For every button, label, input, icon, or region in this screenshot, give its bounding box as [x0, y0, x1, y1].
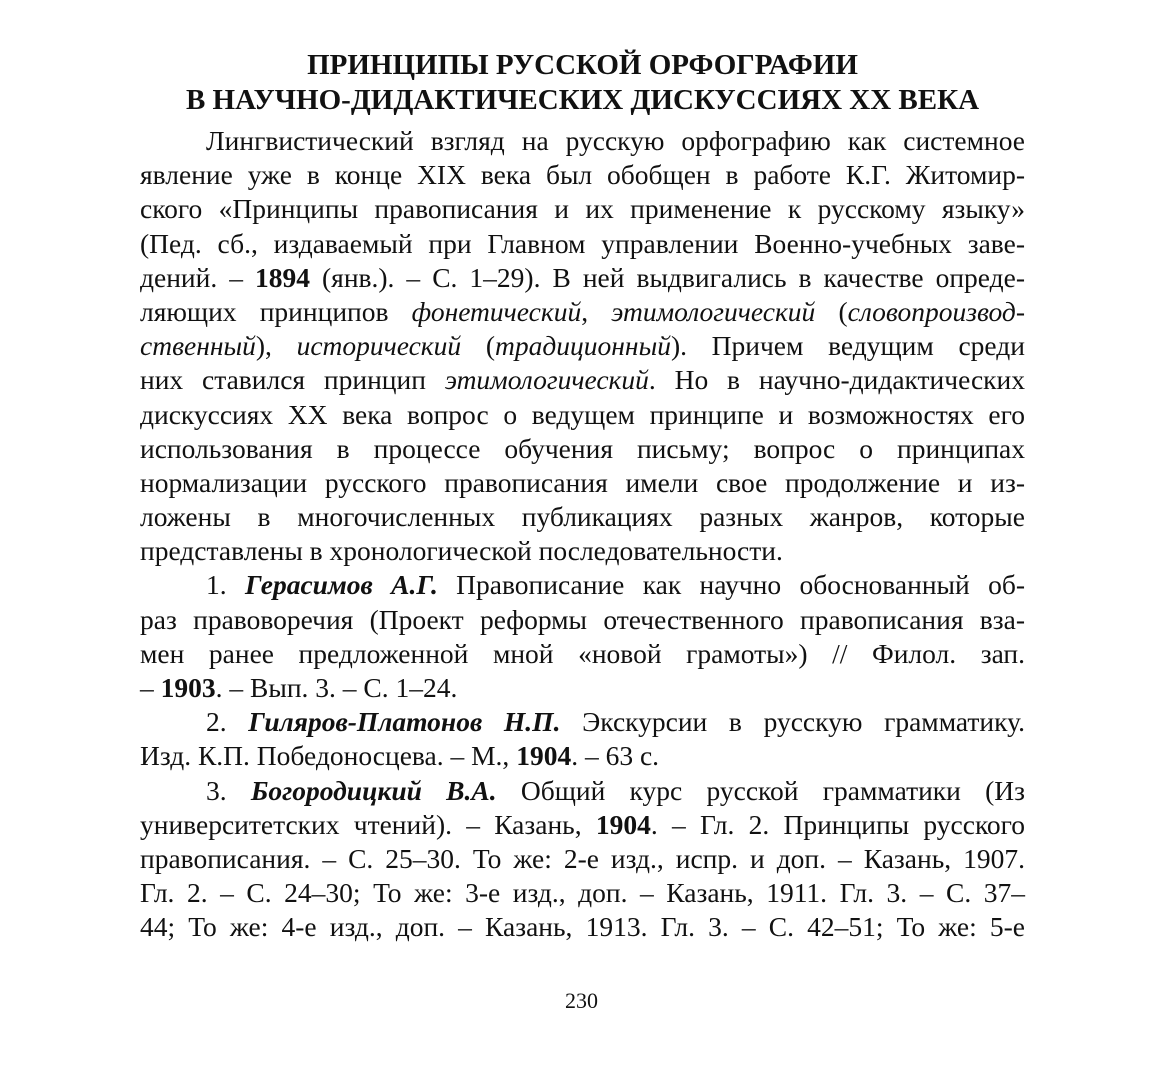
term-italic: этимологический — [611, 295, 816, 327]
text-run: представлены в хронологической последовательности. — [140, 535, 783, 567]
bibliography-entry — [140, 774, 1025, 945]
text-run: ложены в многочисленных публикациях разных жанров, которые — [140, 501, 1025, 533]
text-run: использования в процессе обучения письму; вопрос о принципах — [140, 432, 1025, 464]
entry-number: 2. — [206, 706, 227, 738]
text-line — [140, 500, 1025, 534]
text-run: мен ранее предложенной мной «новой грамоты») // Филол. зап. — [140, 637, 1025, 669]
text-run: . Но в научно-дидактических — [648, 364, 1026, 396]
term-italic: словопроизвод- — [847, 295, 1025, 327]
text-line — [140, 158, 1025, 192]
year-bold: 1903 — [160, 672, 216, 703]
text-run: Общий курс русской грамматики (Из — [496, 774, 1026, 806]
text-run: (Пед. сб., издаваемый при Главном управлении Военно-учебных заве- — [140, 227, 1025, 259]
entry-author: Гиляров-Платонов Н.П. — [248, 706, 561, 738]
intro-paragraph — [140, 124, 1025, 568]
text-run: университетских чтений). – Казань, — [140, 808, 596, 840]
text-line — [140, 432, 1025, 466]
cropped-running-header — [884, 0, 984, 4]
text-line — [140, 329, 1025, 363]
text-run: дискуссиях XX века вопрос о ведущем принципе и возможностях его — [140, 398, 1025, 430]
text-run: ( — [461, 330, 496, 362]
bibliography-entry — [140, 568, 1025, 705]
text-line — [140, 671, 1025, 705]
text-run: , — [581, 295, 612, 327]
text-line — [140, 637, 1025, 671]
text-run: ). Причем ведущим среди — [670, 330, 1025, 362]
text-run: Правописание как научно обоснованный об- — [437, 569, 1025, 601]
term-italic: этимологический — [444, 364, 649, 396]
title-line-2: В НАУЧНО-ДИДАКТИЧЕСКИХ ДИСКУССИЯХ XX ВЕКА — [185, 84, 980, 116]
text-run: Изд. К.П. Победоносцева. – М., — [140, 740, 517, 772]
entry-author: Герасимов А.Г. — [244, 569, 438, 601]
text-run: дений. – — [140, 261, 255, 293]
text-run: Лингвистический взгляд на русскую орфографию как системное — [206, 125, 1025, 156]
term-italic: фонетический — [411, 295, 582, 327]
bibliography-entry — [140, 705, 1025, 773]
text-line — [140, 774, 1025, 808]
text-line — [140, 842, 1025, 876]
text-line — [140, 876, 1025, 910]
text-line — [140, 808, 1025, 842]
text-line — [140, 261, 1025, 295]
text-line — [140, 910, 1025, 944]
text-line — [140, 124, 1025, 158]
text-run: нормализации русского правописания имели свое продолжение и из- — [140, 466, 1025, 498]
term-italic: традиционный — [495, 330, 671, 362]
text-run: ( — [815, 295, 848, 327]
year-bold: 1894 — [255, 261, 310, 293]
text-line — [140, 705, 1025, 739]
text-run: (янв.). – С. 1–29). В ней выдвигались в качестве опреде- — [310, 261, 1025, 293]
year-bold: 1904 — [516, 740, 572, 772]
text-run: явление уже в конце XIX века был обобщен в работе К.Г. Житомир- — [140, 159, 1025, 191]
entry-number: 3. — [206, 774, 227, 806]
text-run: . – 63 с. — [571, 740, 660, 772]
text-line — [140, 568, 1025, 602]
text-line — [140, 739, 1025, 773]
term-italic: ственный — [140, 330, 256, 362]
text-run: . – Вып. 3. – С. 1–24. — [215, 672, 458, 703]
entry-author: Богородицкий В.А. — [250, 774, 497, 806]
text-line — [140, 534, 1025, 568]
page-body — [140, 124, 1025, 945]
text-run: ), — [255, 330, 297, 362]
text-run: Гл. 2. – С. 24–30; То же: 3-е изд., доп. – Казань, 1911. Гл. 3. – С. 37– — [140, 877, 1025, 909]
text-run: 44; То же: 4-е изд., доп. – Казань, 1913. Гл. 3. – С. 42–51; То же: 5-е — [140, 911, 1025, 943]
text-line — [140, 227, 1025, 261]
text-run: . – Гл. 2. Принципы русского — [650, 808, 1025, 840]
text-line — [140, 603, 1025, 637]
text-line — [140, 295, 1025, 329]
text-line — [140, 363, 1025, 397]
title-line-1: ПРИНЦИПЫ РУССКОЙ ОРФОГРАФИИ — [307, 49, 858, 81]
text-run: ляющих принципов — [140, 295, 412, 327]
text-run: них ставился принцип — [140, 364, 445, 396]
page-title — [140, 48, 1025, 118]
text-run: – — [140, 672, 161, 703]
text-run: Экскурсии в русскую грамматику. — [560, 706, 1025, 738]
term-italic: исторический — [296, 330, 462, 362]
page-number: 230 — [565, 988, 598, 1013]
text-line — [140, 192, 1025, 226]
text-run: раз правоворечия (Проект реформы отечественного правописания вза- — [140, 603, 1025, 635]
text-run: правописания. – С. 25–30. То же: 2-е изд., испр. и доп. – Казань, 1907. — [140, 842, 1025, 874]
year-bold: 1904 — [595, 808, 651, 840]
text-run: ского «Принципы правописания и их применение к русскому языку» — [140, 193, 1025, 225]
entry-number: 1. — [206, 569, 227, 601]
text-line — [140, 398, 1025, 432]
text-line — [140, 466, 1025, 500]
